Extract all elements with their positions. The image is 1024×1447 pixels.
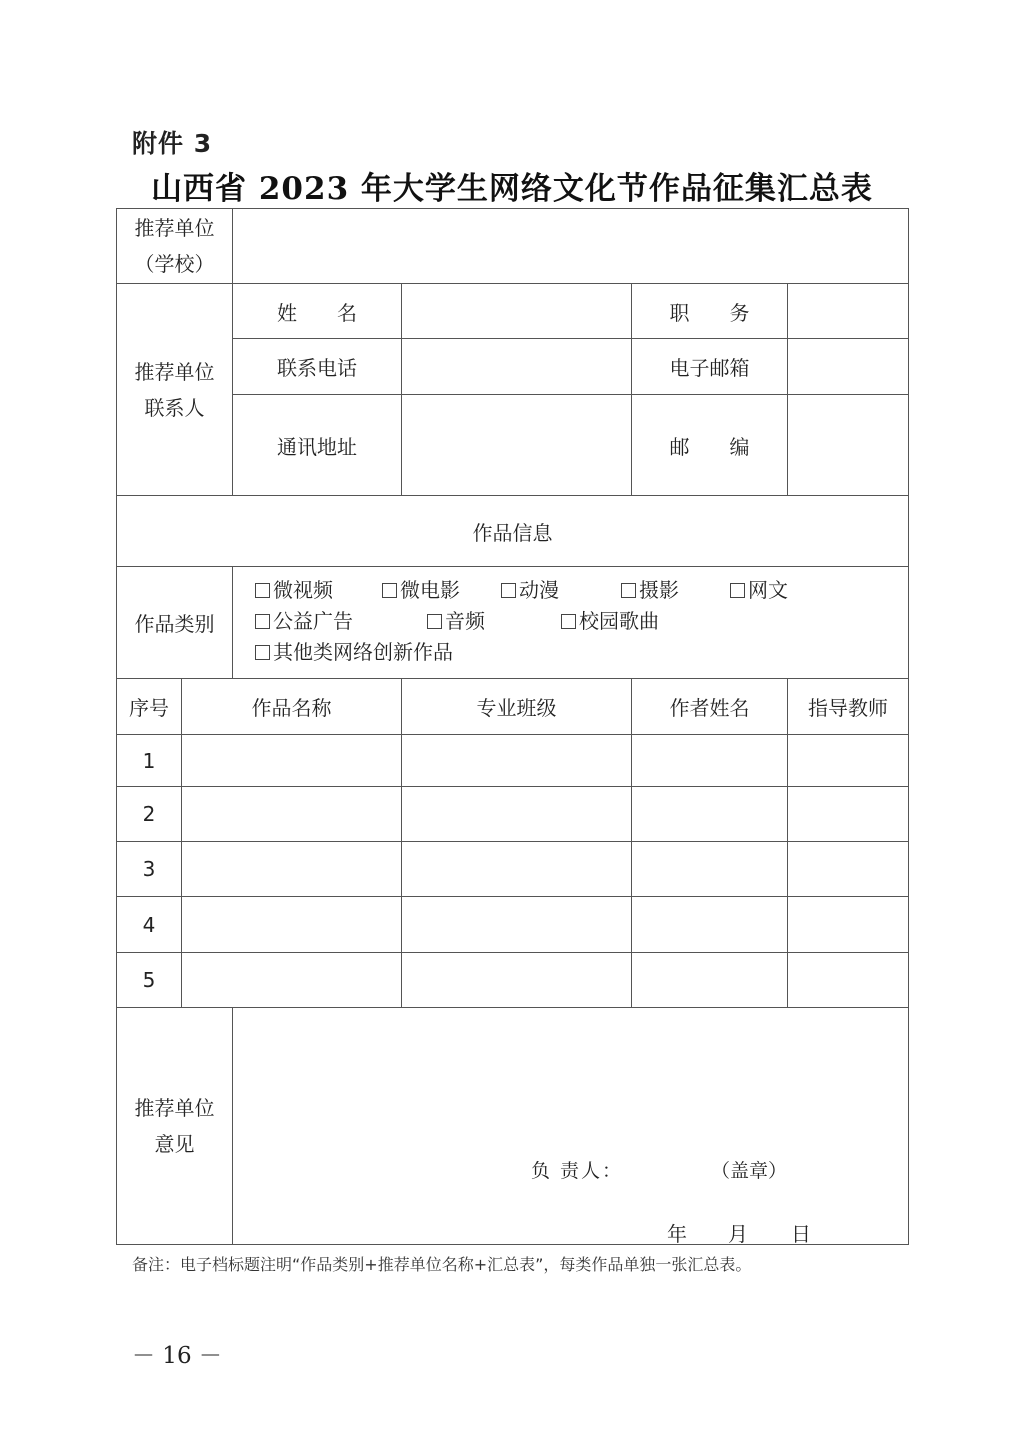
month-label: 月: [728, 1222, 748, 1246]
advisor-cell[interactable]: [788, 842, 909, 897]
unit-input-cell[interactable]: [233, 209, 909, 284]
signer-label: 负 责人：: [531, 1160, 624, 1182]
day-label: 日: [791, 1222, 811, 1246]
table-row: [117, 787, 909, 842]
col-header-class: 专业班级: [402, 679, 632, 735]
category-option[interactable]: 音频: [427, 606, 561, 637]
phone-input-cell[interactable]: [402, 339, 632, 395]
name-label: 姓 名: [233, 284, 402, 339]
address-input-cell[interactable]: [402, 395, 632, 496]
checkbox-icon[interactable]: [382, 583, 397, 598]
table-row: [117, 735, 909, 787]
opinion-label-sub: 意见: [154, 1132, 195, 1156]
table-row: [117, 953, 909, 1008]
table-row: [117, 842, 909, 897]
author-cell[interactable]: [632, 735, 788, 787]
position-label: 职 务: [632, 284, 788, 339]
table-row: [117, 897, 909, 953]
phone-label: 联系电话: [233, 339, 402, 395]
unit-label: 推荐单位: [134, 216, 215, 240]
category-option[interactable]: 校园歌曲: [561, 606, 659, 637]
work-name-cell[interactable]: [182, 842, 402, 897]
advisor-cell[interactable]: [788, 735, 909, 787]
row-index: 3: [117, 842, 182, 897]
contact-label-person: 联系人: [144, 395, 205, 420]
page-title: 山西省 2023 年大学生网络文化节作品征集汇总表: [151, 171, 873, 207]
name-input-cell[interactable]: [402, 284, 632, 339]
row-index: 2: [117, 787, 182, 842]
page-number: － 16 －: [132, 1343, 222, 1369]
checkbox-icon[interactable]: [255, 645, 270, 660]
col-header-author: 作者姓名: [632, 679, 788, 735]
author-cell[interactable]: [632, 897, 788, 953]
category-option[interactable]: 摄影: [621, 575, 730, 606]
row-index: 1: [117, 735, 182, 787]
email-input-cell[interactable]: [788, 339, 909, 395]
category-option[interactable]: 其他类网络创新作品: [255, 637, 453, 668]
advisor-cell[interactable]: [788, 897, 909, 953]
postcode-label: 邮 编: [632, 395, 788, 496]
author-cell[interactable]: [632, 787, 788, 842]
col-header-index: 序号: [117, 679, 182, 735]
work-name-cell[interactable]: [182, 787, 402, 842]
class-cell[interactable]: [402, 735, 632, 787]
email-label: 电子邮箱: [632, 339, 788, 395]
checkbox-icon[interactable]: [561, 614, 576, 629]
row-index: 4: [117, 897, 182, 953]
work-name-cell[interactable]: [182, 953, 402, 1008]
class-cell[interactable]: [402, 897, 632, 953]
opinion-label: 推荐单位: [134, 1096, 215, 1120]
work-name-cell[interactable]: [182, 897, 402, 953]
year-label: 年: [667, 1222, 687, 1246]
author-cell[interactable]: [632, 842, 788, 897]
class-cell[interactable]: [402, 842, 632, 897]
postcode-input-cell[interactable]: [788, 395, 909, 496]
category-option[interactable]: 动漫: [501, 575, 621, 606]
checkbox-icon[interactable]: [621, 583, 636, 598]
contact-label-cell: [117, 284, 233, 496]
row-index: 5: [117, 953, 182, 1008]
category-label: 作品类别: [117, 567, 233, 679]
class-cell[interactable]: [402, 953, 632, 1008]
advisor-cell[interactable]: [788, 953, 909, 1008]
author-cell[interactable]: [632, 953, 788, 1008]
category-option[interactable]: 公益广告: [255, 606, 427, 637]
collection-form: [116, 208, 909, 1245]
category-option[interactable]: 微视频: [255, 575, 382, 606]
opinion-input-cell[interactable]: [233, 1008, 909, 1245]
category-option[interactable]: 网文: [730, 575, 788, 606]
footnote: 备注：电子档标题注明“作品类别+推荐单位名称+汇总表”，每类作品单独一张汇总表。: [132, 1255, 752, 1274]
unit-label-cell: [117, 209, 233, 284]
class-cell[interactable]: [402, 787, 632, 842]
position-input-cell[interactable]: [788, 284, 909, 339]
advisor-cell[interactable]: [788, 787, 909, 842]
work-name-cell[interactable]: [182, 735, 402, 787]
address-label: 通讯地址: [233, 395, 402, 496]
checkbox-icon[interactable]: [255, 614, 270, 629]
seal-label: （盖章）: [711, 1160, 788, 1182]
checkbox-icon[interactable]: [730, 583, 745, 598]
checkbox-icon[interactable]: [501, 583, 516, 598]
checkbox-icon[interactable]: [427, 614, 442, 629]
checkbox-icon[interactable]: [255, 583, 270, 598]
category-option[interactable]: 微电影: [382, 575, 501, 606]
category-options: [233, 567, 909, 679]
opinion-label-cell: [117, 1008, 233, 1245]
works-table-header: [117, 679, 909, 735]
unit-label-school: （学校）: [134, 252, 215, 276]
attachment-label: 附件 3: [132, 129, 213, 158]
col-header-work-name: 作品名称: [182, 679, 402, 735]
contact-label: 推荐单位: [134, 359, 215, 384]
works-info-heading: 作品信息: [117, 496, 909, 567]
col-header-advisor: 指导教师: [788, 679, 909, 735]
